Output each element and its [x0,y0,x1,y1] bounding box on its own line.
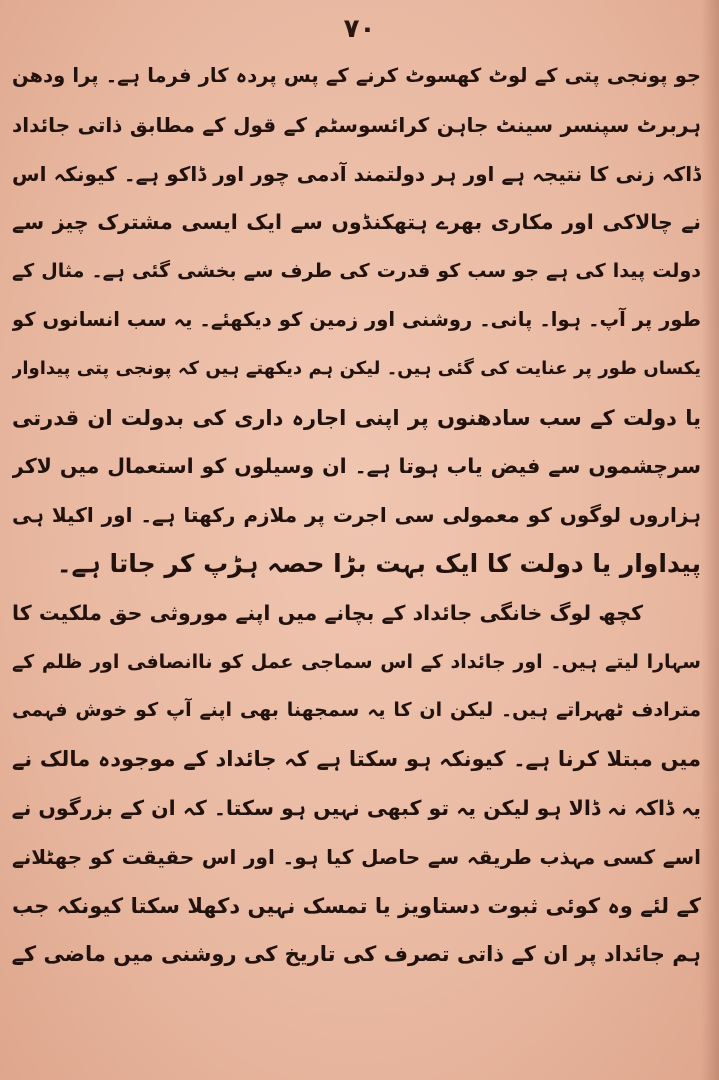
text-line: طور پر آپ۔ ہوا۔ پانی۔ روشنی اور زمین کو دیکھئے۔ یہ سب انسانوں کو [12,307,701,331]
page-edge-shadow [701,0,719,1080]
text-line: دولت پیدا کی ہے جو سب کو قدرت کی طرف سے بخشی گئی ہے۔ مثال کے [12,260,701,283]
text-line: سرچشموں سے فیض یاب ہوتا ہے۔ ان وسیلوں کو استعمال میں لاکر [12,454,701,479]
text-line: ہم جائداد پر ان کے ذاتی تصرف کی تاریخ کی روشنی میں ماضی کے [12,942,701,967]
text-line: یکساں طور پر عنایت کی گئی ہیں۔ لیکن ہم دیکھتے ہیں کہ پونجی پتی پیداوار [12,357,701,379]
text-line: مترادف ٹھہراتے ہیں۔ لیکن ان کا یہ سمجھنا بھی اپنے آپ کو خوش فہمی [12,699,701,722]
text-line: ڈاکہ زنی کا نتیجہ ہے اور ہر دولتمند آدمی چور اور ڈاکو ہے۔ کیونکہ اس [12,161,701,186]
text-line: سہارا لیتے ہیں۔ اور جائداد کے اس سماجی عمل کو ناانصافی اور ظلم کے [12,650,701,673]
page-number: ۷۰ [343,14,376,44]
text-line-paragraph-end: پیداوار یا دولت کا ایک بہت بڑا حصہ ہڑپ کر جاتا ہے۔ [56,548,701,578]
text-line-paragraph-start: کچھ لوگ خانگی جائداد کے بچانے میں اپنے موروثی حق ملکیت کا [12,600,643,625]
text-line: یہ ڈاکہ نہ ڈالا ہو لیکن یہ تو کبھی نہیں ہو سکتا۔ کہ ان کے بزرگوں نے [12,795,701,820]
text-line: جو پونجی پتی کے لوٹ کھسوٹ کرنے کے پس پردہ کار فرما ہے۔ پرا ودھن [12,64,701,87]
text-line: یا دولت کے سب سادھنوں پر اپنی اجارہ داری کی بدولت ان قدرتی [12,405,701,430]
text-line: ہربرٹ سپنسر سینٹ جاہن کرائسوسٹم کے قول کے مطابق ذاتی جائداد [12,112,701,137]
text-line: میں مبتلا کرنا ہے۔ کیونکہ ہو سکتا ہے کہ جائداد کے موجودہ مالک نے [12,747,701,772]
text-line: نے چالاکی اور مکاری بھرے ہتھکنڈوں سے ایک ایسی مشترک چیز سے [12,210,701,235]
text-line: کے لئے وہ کوئی ثبوت دستاویز یا تمسک نہیں دکھلا سکتا کیونکہ جب [12,893,701,918]
text-line: ہزاروں لوگوں کو معمولی سی اجرت پر ملازم رکھتا ہے۔ اور اکیلا ہی [12,503,701,528]
page-body-text [12,52,701,979]
text-line: اسے کسی مہذب طریقہ سے حاصل کیا ہو۔ اور اس حقیقت کو جھٹلانے [12,844,701,869]
